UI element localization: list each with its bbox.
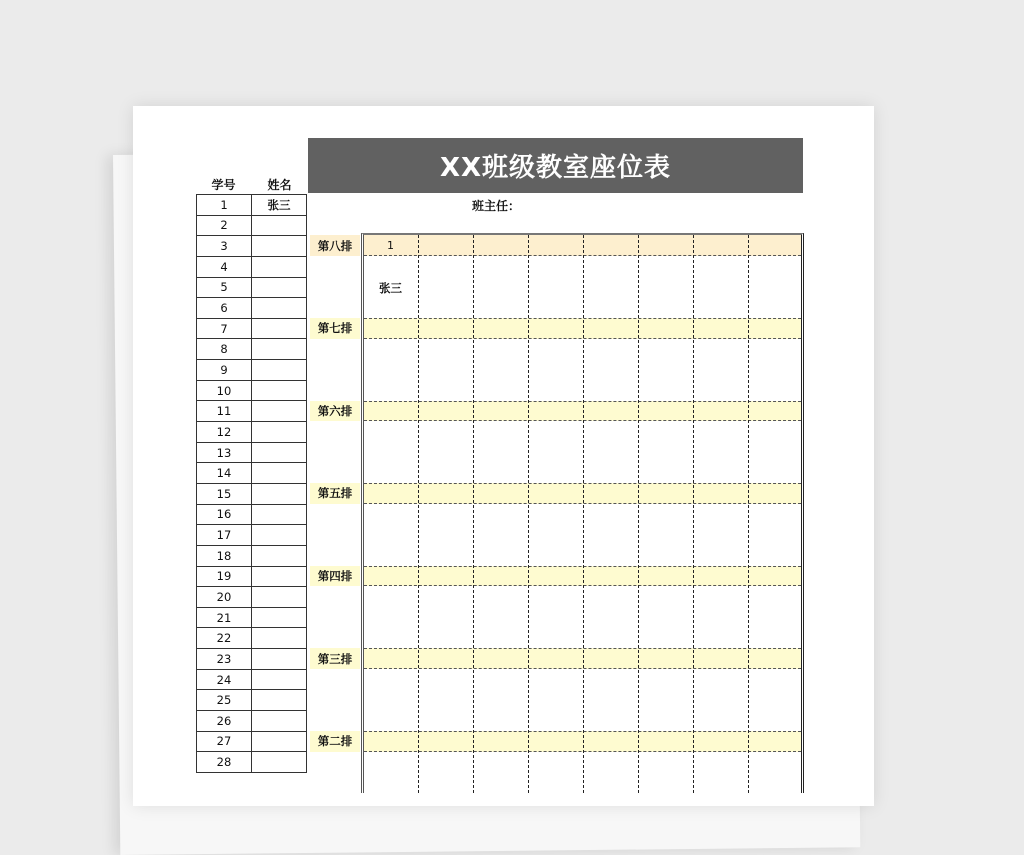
- student-number-cell[interactable]: 10: [197, 381, 252, 401]
- table-row: [196, 525, 307, 546]
- seat-row-label: 第五排: [310, 483, 360, 504]
- student-number-cell[interactable]: 5: [197, 278, 252, 298]
- seat-row-label: 第八排: [310, 235, 360, 256]
- table-row: [196, 195, 307, 216]
- student-name-cell[interactable]: [252, 732, 306, 752]
- table-row: [196, 505, 307, 526]
- student-number-cell[interactable]: 18: [197, 546, 252, 566]
- table-row: [196, 690, 307, 711]
- student-name-cell[interactable]: [252, 339, 306, 359]
- student-name-cell[interactable]: [252, 608, 306, 628]
- student-number-cell[interactable]: 25: [197, 690, 252, 710]
- student-number-cell[interactable]: 26: [197, 711, 252, 731]
- table-row: [196, 732, 307, 753]
- seat-row-label: 第六排: [310, 401, 360, 422]
- student-number-cell[interactable]: 21: [197, 608, 252, 628]
- student-number-cell[interactable]: 27: [197, 732, 252, 752]
- table-row: [196, 319, 307, 340]
- table-row: [196, 236, 307, 257]
- student-number-cell[interactable]: 23: [197, 649, 252, 669]
- student-name-cell[interactable]: [252, 401, 306, 421]
- table-row: [196, 670, 307, 691]
- table-row: [196, 608, 307, 629]
- table-row: [196, 649, 307, 670]
- student-number-cell[interactable]: 1: [197, 195, 252, 215]
- table-row: [196, 422, 307, 443]
- table-row: [196, 381, 307, 402]
- student-name-cell[interactable]: [252, 711, 306, 731]
- student-name-cell[interactable]: [252, 422, 306, 442]
- student-name-cell[interactable]: [252, 298, 306, 318]
- table-row: [196, 463, 307, 484]
- student-name-cell[interactable]: [252, 587, 306, 607]
- student-number-cell[interactable]: 12: [197, 422, 252, 442]
- seat-row-label: 第二排: [310, 731, 360, 752]
- table-row: [196, 752, 307, 773]
- table-row: [196, 567, 307, 588]
- student-name-cell[interactable]: [252, 484, 306, 504]
- homeroom-teacher-label: 班主任：: [472, 199, 521, 213]
- seat-column-divider: [473, 235, 474, 793]
- student-number-cell[interactable]: 6: [197, 298, 252, 318]
- student-number-cell[interactable]: 7: [197, 319, 252, 339]
- student-number-header: 学号: [211, 178, 236, 192]
- student-name-cell[interactable]: [252, 360, 306, 380]
- table-row: [196, 546, 307, 567]
- seat-column-divider: [693, 235, 694, 793]
- student-name-cell[interactable]: [252, 567, 306, 587]
- student-name-cell[interactable]: [252, 505, 306, 525]
- student-number-cell[interactable]: 20: [197, 587, 252, 607]
- student-name-cell[interactable]: [252, 216, 306, 236]
- student-name-cell[interactable]: [252, 546, 306, 566]
- student-name-cell[interactable]: [252, 236, 306, 256]
- table-row: [196, 339, 307, 360]
- seat-column-divider: [528, 235, 529, 793]
- table-row: [196, 216, 307, 237]
- table-row: [196, 443, 307, 464]
- student-number-cell[interactable]: 28: [197, 752, 252, 772]
- table-row: [196, 401, 307, 422]
- student-name-cell[interactable]: [252, 628, 306, 648]
- student-number-cell[interactable]: 13: [197, 443, 252, 463]
- seat-column-divider: [583, 235, 584, 793]
- page-title: XX班级教室座位表: [308, 138, 803, 193]
- student-name-cell[interactable]: [252, 670, 306, 690]
- table-row: [196, 298, 307, 319]
- seat-column-divider: [748, 235, 749, 793]
- student-number-cell[interactable]: 17: [197, 525, 252, 545]
- table-row: [196, 587, 307, 608]
- student-number-cell[interactable]: 2: [197, 216, 252, 236]
- student-name-cell[interactable]: [252, 690, 306, 710]
- student-number-cell[interactable]: 22: [197, 628, 252, 648]
- student-name-header: 姓名: [267, 178, 292, 192]
- student-number-cell[interactable]: 11: [197, 401, 252, 421]
- student-name-cell[interactable]: [252, 319, 306, 339]
- table-row: [196, 628, 307, 649]
- seat-number[interactable]: 1: [387, 239, 394, 253]
- student-name-cell[interactable]: [252, 381, 306, 401]
- student-number-cell[interactable]: 14: [197, 463, 252, 483]
- student-name-cell[interactable]: [252, 463, 306, 483]
- student-name-cell[interactable]: [252, 278, 306, 298]
- seat-column-divider: [638, 235, 639, 793]
- table-row: [196, 257, 307, 278]
- student-number-cell[interactable]: 8: [197, 339, 252, 359]
- table-row: [196, 484, 307, 505]
- seat-row-label: 第四排: [310, 566, 360, 587]
- student-roster-table: [196, 194, 307, 773]
- student-name-cell[interactable]: [252, 649, 306, 669]
- seat-column-divider: [418, 235, 419, 793]
- student-number-cell[interactable]: 24: [197, 670, 252, 690]
- seat-row-label: 第三排: [310, 648, 360, 669]
- student-name-cell[interactable]: [252, 752, 306, 772]
- seat-row-label: 第七排: [310, 318, 360, 339]
- student-name-cell[interactable]: [252, 257, 306, 277]
- table-row: [196, 711, 307, 732]
- student-name-cell[interactable]: 张三: [267, 197, 291, 212]
- student-number-cell[interactable]: 19: [197, 567, 252, 587]
- student-number-cell[interactable]: 3: [197, 236, 252, 256]
- student-name-cell[interactable]: [252, 525, 306, 545]
- student-number-cell[interactable]: 4: [197, 257, 252, 277]
- seat-student-name[interactable]: 张三: [379, 280, 402, 295]
- student-name-cell[interactable]: [252, 443, 306, 463]
- table-row: [196, 278, 307, 299]
- table-row: [196, 360, 307, 381]
- seat-grid: [361, 233, 804, 793]
- student-number-cell[interactable]: 9: [197, 360, 252, 380]
- student-number-cell[interactable]: 15: [197, 484, 252, 504]
- student-number-cell[interactable]: 16: [197, 505, 252, 525]
